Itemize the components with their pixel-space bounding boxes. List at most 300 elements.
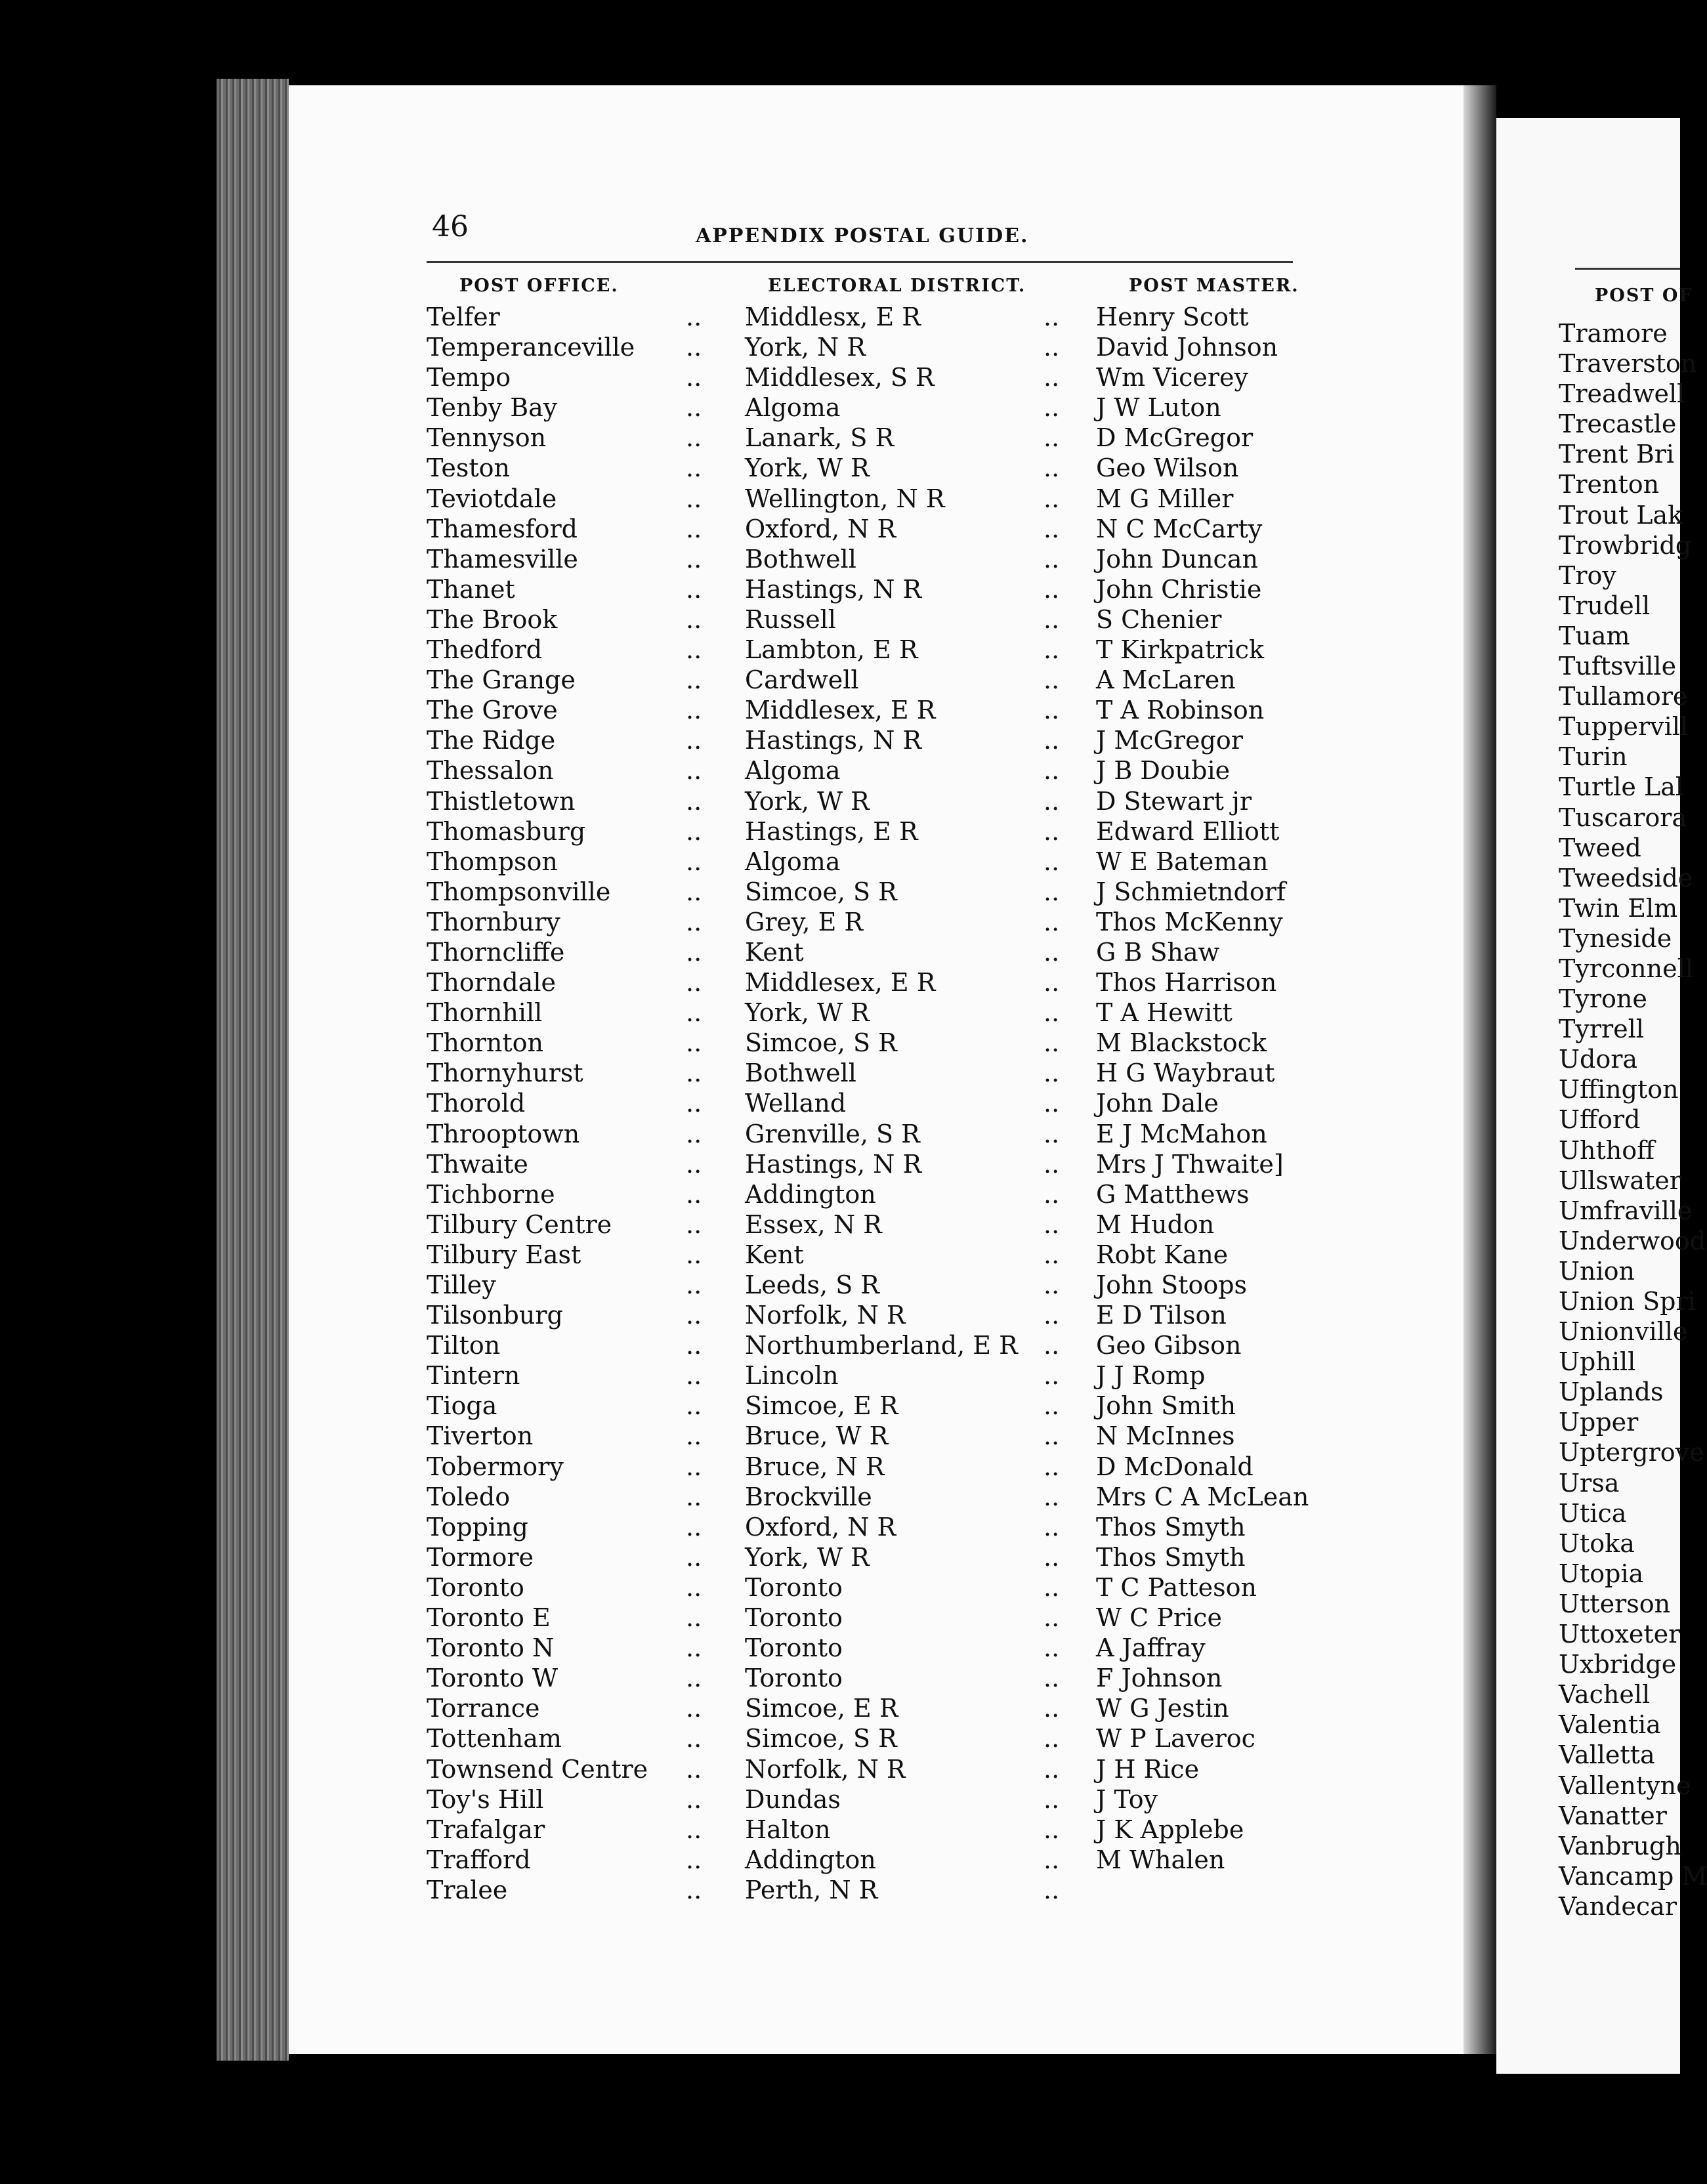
right-post-office-name: Vanatter xyxy=(1559,1801,1667,1830)
list-item xyxy=(289,544,1464,574)
right-post-office-name: Ursa xyxy=(1559,1468,1620,1498)
right-post-office-name: Utopia xyxy=(1559,1559,1644,1588)
post-office-name: Tempo xyxy=(427,363,511,392)
post-office-name: Toronto N xyxy=(427,1633,555,1663)
list-item xyxy=(289,1723,1464,1754)
post-office-name: Tilsonburg xyxy=(427,1301,563,1330)
right-post-office-name: Valentia xyxy=(1559,1710,1661,1740)
leader-dots: .. xyxy=(1043,1149,1060,1179)
post-office-name: Telfer xyxy=(427,303,500,331)
post-master-name: John Duncan xyxy=(1096,544,1258,574)
leader-dots: .. xyxy=(686,363,702,392)
post-office-name: Teviotdale xyxy=(427,484,557,513)
post-office-name: Thornyhurst xyxy=(427,1059,583,1088)
leader-dots: .. xyxy=(686,1724,702,1754)
list-item xyxy=(289,847,1464,877)
right-post-office-name: Vachell xyxy=(1559,1680,1651,1710)
electoral-district: Kent xyxy=(745,1240,804,1269)
list-item xyxy=(289,786,1464,816)
list-item xyxy=(289,998,1464,1028)
list-item xyxy=(289,1875,1464,1905)
right-post-office-name: Uplands xyxy=(1559,1377,1664,1407)
post-office-name: Tormore xyxy=(427,1542,534,1572)
leader-dots: .. xyxy=(686,1664,702,1693)
list-item xyxy=(289,1149,1464,1179)
leader-dots: .. xyxy=(686,1603,702,1633)
post-office-name: Thessalon xyxy=(427,756,554,786)
post-office-name: Toledo xyxy=(427,1482,511,1511)
post-master-name: David Johnson xyxy=(1096,333,1278,362)
leader-dots: .. xyxy=(686,1270,702,1299)
book-page-edge xyxy=(217,79,289,2061)
leader-dots: .. xyxy=(686,1301,702,1330)
post-office-name: The Ridge xyxy=(427,726,556,755)
electoral-district: Brockville xyxy=(745,1482,872,1511)
leader-dots: .. xyxy=(1043,1694,1060,1723)
leader-dots: .. xyxy=(1043,1542,1060,1572)
electoral-district-header: ELECTORAL DISTRICT. xyxy=(768,276,1026,296)
leader-dots: .. xyxy=(1043,1028,1060,1058)
right-post-office-name: Traverston xyxy=(1559,349,1697,379)
list-item xyxy=(289,604,1464,635)
leader-dots: .. xyxy=(686,484,702,513)
electoral-district: Toronto xyxy=(745,1633,843,1663)
post-master-name: Thos Smyth xyxy=(1096,1512,1246,1542)
list-item xyxy=(289,967,1464,998)
leader-dots: .. xyxy=(1043,1331,1060,1360)
post-office-name: Toronto W xyxy=(427,1664,558,1693)
right-post-office-name: Trecastle xyxy=(1559,410,1677,439)
leader-dots: .. xyxy=(1043,1512,1060,1542)
electoral-district: Grenville, S R xyxy=(745,1119,920,1148)
right-post-office-name: Troy xyxy=(1559,560,1616,590)
leader-dots: .. xyxy=(1043,877,1060,906)
list-item xyxy=(289,1240,1464,1270)
leader-dots: .. xyxy=(1043,604,1060,634)
list-item xyxy=(289,695,1464,725)
right-post-office-name: Uttoxeter xyxy=(1559,1620,1681,1649)
post-master-name: Geo Gibson xyxy=(1096,1331,1242,1360)
post-master-name: J Schmietndorf xyxy=(1096,877,1286,906)
post-master-name: M G Miller xyxy=(1096,484,1234,513)
electoral-district: Norfolk, N R xyxy=(745,1754,906,1784)
leader-dots: .. xyxy=(686,1784,702,1814)
leader-dots: .. xyxy=(1043,514,1060,543)
leader-dots: .. xyxy=(1043,363,1060,392)
electoral-district: Oxford, N R xyxy=(745,514,896,543)
leader-dots: .. xyxy=(686,423,702,453)
post-master-name: T A Hewitt xyxy=(1096,998,1233,1028)
leader-dots: .. xyxy=(686,696,702,725)
right-post-office-name: Valletta xyxy=(1559,1740,1655,1770)
leader-dots: .. xyxy=(686,1179,702,1209)
leader-dots: .. xyxy=(686,937,702,967)
leader-dots: .. xyxy=(1043,1875,1060,1904)
post-office-name: Tennyson xyxy=(427,423,547,453)
list-item xyxy=(289,1058,1464,1088)
list-item xyxy=(289,1119,1464,1149)
list-item xyxy=(289,1663,1464,1693)
leader-dots: .. xyxy=(1043,1179,1060,1209)
right-post-office-name: Tuppervill xyxy=(1559,712,1689,742)
leader-dots: .. xyxy=(1043,1421,1060,1451)
electoral-district: Kent xyxy=(745,937,804,967)
leader-dots: .. xyxy=(686,1452,702,1481)
post-master-name: G B Shaw xyxy=(1096,937,1220,967)
post-master-name: S Chenier xyxy=(1096,604,1222,634)
list-item xyxy=(289,1270,1464,1300)
list-item xyxy=(289,1784,1464,1815)
right-post-office-name: Uffington xyxy=(1559,1075,1679,1104)
post-office-name: Torrance xyxy=(427,1694,540,1723)
post-master-name: John Christie xyxy=(1096,574,1262,604)
list-item xyxy=(289,907,1464,937)
right-post-office-name: Union xyxy=(1559,1256,1635,1286)
leader-dots: .. xyxy=(1043,1754,1060,1784)
right-post-office-name: Tyrone xyxy=(1559,984,1647,1014)
post-office-name: Thwaite xyxy=(427,1149,528,1179)
leader-dots: .. xyxy=(1043,1209,1060,1239)
post-master-name: N McInnes xyxy=(1096,1421,1235,1451)
post-master-name: John Dale xyxy=(1096,1089,1219,1118)
electoral-district: Bruce, W R xyxy=(745,1421,889,1451)
leader-dots: .. xyxy=(686,574,702,604)
post-master-name: J H Rice xyxy=(1096,1754,1200,1784)
right-post-office-name: Tuam xyxy=(1559,621,1630,650)
leader-dots: .. xyxy=(1043,453,1060,483)
leader-dots: .. xyxy=(1043,1270,1060,1299)
post-office-name: Tralee xyxy=(427,1875,508,1904)
post-master-header: POST MASTER. xyxy=(1129,276,1299,296)
running-head: APPENDIX POSTAL GUIDE. xyxy=(696,224,1029,247)
leader-dots: .. xyxy=(1043,968,1060,998)
electoral-district: Middlesex, E R xyxy=(745,968,936,998)
post-office-name: Thompsonville xyxy=(427,877,611,906)
list-item xyxy=(289,1482,1464,1512)
leader-dots: .. xyxy=(686,968,702,998)
leader-dots: .. xyxy=(1043,423,1060,453)
electoral-district: Leeds, S R xyxy=(745,1270,879,1299)
list-item xyxy=(289,1421,1464,1451)
electoral-district: Grey, E R xyxy=(745,907,864,936)
post-master-name: Thos Smyth xyxy=(1096,1542,1246,1572)
post-office-name: Thanet xyxy=(427,574,515,604)
right-post-office-name: Underwood xyxy=(1559,1226,1706,1255)
post-office-name: Thorndale xyxy=(427,968,556,998)
list-item xyxy=(289,725,1464,755)
post-master-name: F Johnson xyxy=(1096,1664,1223,1693)
leader-dots: .. xyxy=(686,1421,702,1451)
leader-dots: .. xyxy=(686,1694,702,1723)
leader-dots: .. xyxy=(1043,937,1060,967)
list-item xyxy=(289,453,1464,483)
leader-dots: .. xyxy=(686,635,702,665)
post-office-name: Tioga xyxy=(427,1391,497,1421)
right-post-office-name: Tyrconnell xyxy=(1559,954,1693,983)
leader-dots: .. xyxy=(1043,1815,1060,1844)
electoral-district: Wellington, N R xyxy=(745,484,945,513)
electoral-district: Dundas xyxy=(745,1784,841,1814)
right-post-office-name: Utterson xyxy=(1559,1589,1671,1618)
right-post-office-name: Trenton xyxy=(1559,470,1660,499)
post-office-name: Thomasburg xyxy=(427,816,586,846)
post-master-name: A Jaffray xyxy=(1096,1633,1206,1663)
electoral-district: Middlesx, E R xyxy=(745,303,921,331)
electoral-district: Simcoe, S R xyxy=(745,877,897,906)
post-office-name: Throoptown xyxy=(427,1119,580,1148)
list-item xyxy=(289,1452,1464,1482)
right-post-office-name: Upper xyxy=(1559,1408,1639,1437)
post-master-name: J Toy xyxy=(1096,1784,1158,1814)
right-post-office-name: Tramore xyxy=(1559,319,1668,348)
electoral-district: York, W R xyxy=(745,453,870,483)
post-master-name: J K Applebe xyxy=(1096,1815,1244,1844)
electoral-district: York, W R xyxy=(745,998,870,1028)
right-post-office-name: Vancamp M xyxy=(1559,1861,1707,1891)
list-item xyxy=(289,1028,1464,1058)
right-post-office-name: Udora xyxy=(1559,1045,1638,1074)
post-master-name: J B Doubie xyxy=(1096,756,1231,786)
post-office-name: Tiverton xyxy=(427,1421,534,1451)
right-post-office-name: Uxbridge xyxy=(1559,1650,1677,1679)
post-master-name: J J Romp xyxy=(1096,1361,1206,1391)
post-master-name: Henry Scott xyxy=(1096,303,1249,331)
leader-dots: .. xyxy=(1043,1391,1060,1421)
post-master-name: A McLaren xyxy=(1096,665,1236,695)
leader-dots: .. xyxy=(1043,1603,1060,1633)
leader-dots: .. xyxy=(686,1512,702,1542)
post-master-name: Thos Harrison xyxy=(1096,968,1277,998)
leader-dots: .. xyxy=(1043,1482,1060,1511)
leader-dots: .. xyxy=(1043,907,1060,936)
electoral-district: Essex, N R xyxy=(745,1209,882,1239)
leader-dots: .. xyxy=(686,1815,702,1844)
leader-dots: .. xyxy=(1043,333,1060,362)
leader-dots: .. xyxy=(686,1633,702,1663)
right-post-office-name: Tuftsville xyxy=(1559,652,1677,681)
post-office-header: POST OFFICE. xyxy=(459,276,619,296)
post-master-name: J W Luton xyxy=(1096,393,1221,423)
electoral-district: Lanark, S R xyxy=(745,423,895,453)
electoral-district: Addington xyxy=(745,1845,876,1874)
post-office-name: Toronto E xyxy=(427,1603,551,1633)
right-post-office-name: Tweedside xyxy=(1559,863,1693,892)
leader-dots: .. xyxy=(686,1089,702,1118)
list-item xyxy=(289,1815,1464,1845)
electoral-district: Simcoe, S R xyxy=(745,1028,897,1058)
post-master-name: N C McCarty xyxy=(1096,514,1263,543)
leader-dots: .. xyxy=(686,303,702,331)
post-master-name: E J McMahon xyxy=(1096,1119,1267,1148)
leader-dots: .. xyxy=(1043,786,1060,816)
post-master-name: J McGregor xyxy=(1096,726,1243,755)
list-item xyxy=(289,1209,1464,1240)
electoral-district: Simcoe, S R xyxy=(745,1724,897,1754)
right-post-office-name: Uptergrove xyxy=(1559,1438,1704,1467)
post-master-name: W E Bateman xyxy=(1096,847,1269,876)
electoral-district: Algoma xyxy=(745,393,841,423)
right-post-office-name: Tyneside xyxy=(1559,923,1672,953)
post-office-name: Tenby Bay xyxy=(427,393,558,423)
post-office-name: Temperanceville xyxy=(427,333,635,362)
electoral-district: Addington xyxy=(745,1179,876,1209)
leader-dots: .. xyxy=(1043,1301,1060,1330)
post-master-name: M Hudon xyxy=(1096,1209,1215,1239)
electoral-district: Lambton, E R xyxy=(745,635,918,665)
leader-dots: .. xyxy=(686,1482,702,1511)
post-office-list xyxy=(289,302,1464,1905)
right-post-office-name: Tyrrell xyxy=(1559,1015,1644,1044)
leader-dots: .. xyxy=(686,1119,702,1148)
electoral-district: Hastings, N R xyxy=(745,1149,922,1179)
post-master-name: D McDonald xyxy=(1096,1452,1254,1481)
right-header-rule xyxy=(1575,268,1680,270)
post-office-name: Thamesville xyxy=(427,544,578,574)
leader-dots: .. xyxy=(686,1209,702,1239)
right-post-office-name: Trent Bri xyxy=(1559,440,1675,469)
right-post-office-name: Unionville xyxy=(1559,1317,1688,1347)
leader-dots: .. xyxy=(1043,1361,1060,1391)
electoral-district: Welland xyxy=(745,1089,847,1118)
leader-dots: .. xyxy=(1043,303,1060,331)
post-office-name: Thorold xyxy=(427,1089,526,1118)
electoral-district: Simcoe, E R xyxy=(745,1694,898,1723)
post-master-name: T C Patteson xyxy=(1096,1572,1257,1602)
post-master-name: W C Price xyxy=(1096,1603,1222,1633)
leader-dots: .. xyxy=(686,1331,702,1360)
post-office-name: Teston xyxy=(427,453,511,483)
leader-dots: .. xyxy=(686,1361,702,1391)
post-office-name: Trafford xyxy=(427,1845,531,1874)
leader-dots: .. xyxy=(1043,1784,1060,1814)
post-office-name: Tilley xyxy=(427,1270,496,1299)
right-post-office-name: Trudell xyxy=(1559,591,1651,620)
leader-dots: .. xyxy=(686,756,702,786)
post-master-name: M Whalen xyxy=(1096,1845,1225,1874)
leader-dots: .. xyxy=(1043,1089,1060,1118)
list-item xyxy=(289,1542,1464,1572)
electoral-district: Cardwell xyxy=(745,665,859,695)
list-item xyxy=(289,574,1464,604)
electoral-district: Algoma xyxy=(745,756,841,786)
leader-dots: .. xyxy=(1043,1664,1060,1693)
leader-dots: .. xyxy=(1043,1119,1060,1148)
right-post-office-name: Trout Lak xyxy=(1559,500,1683,530)
list-item xyxy=(289,937,1464,967)
right-post-office-name: Uhthoff xyxy=(1559,1135,1655,1165)
leader-dots: .. xyxy=(686,665,702,695)
electoral-district: Toronto xyxy=(745,1664,843,1693)
post-master-name: Geo Wilson xyxy=(1096,453,1239,483)
list-item xyxy=(289,1754,1464,1784)
leader-dots: .. xyxy=(1043,1452,1060,1481)
post-master-name: Edward Elliott xyxy=(1096,816,1280,846)
leader-dots: .. xyxy=(686,1028,702,1058)
post-office-name: The Grove xyxy=(427,696,558,725)
list-item xyxy=(289,877,1464,907)
leader-dots: .. xyxy=(1043,847,1060,876)
electoral-district: Bruce, N R xyxy=(745,1452,885,1481)
post-master-name: Thos McKenny xyxy=(1096,907,1283,936)
leader-dots: .. xyxy=(686,1240,702,1269)
leader-dots: .. xyxy=(1043,544,1060,574)
electoral-district: Simcoe, E R xyxy=(745,1391,898,1421)
list-item xyxy=(289,332,1464,362)
leader-dots: .. xyxy=(1043,393,1060,423)
post-office-name: Thornton xyxy=(427,1028,543,1058)
leader-dots: .. xyxy=(1043,1845,1060,1874)
post-master-name: Mrs J Thwaite] xyxy=(1096,1149,1284,1179)
electoral-district: Middlesex, S R xyxy=(745,363,935,392)
post-master-name: Mrs C A McLean xyxy=(1096,1482,1309,1511)
electoral-district: Norfolk, N R xyxy=(745,1301,906,1330)
post-office-name: Thorncliffe xyxy=(427,937,565,967)
leader-dots: .. xyxy=(686,604,702,634)
right-post-office-name: Vandecar xyxy=(1559,1891,1677,1921)
list-item xyxy=(289,665,1464,695)
list-item xyxy=(289,1300,1464,1330)
right-post-office-name: Turin xyxy=(1559,742,1628,772)
post-office-name: Tintern xyxy=(427,1361,520,1391)
post-office-name: Thistletown xyxy=(427,786,576,816)
electoral-district: Algoma xyxy=(745,847,841,876)
post-office-name: Thornbury xyxy=(427,907,560,936)
post-office-name: Thompson xyxy=(427,847,558,876)
right-post-office-name: Uphill xyxy=(1559,1347,1636,1377)
electoral-district: Bothwell xyxy=(745,544,856,574)
right-post-office-name: Trowbridg xyxy=(1559,530,1692,560)
leader-dots: .. xyxy=(686,1149,702,1179)
leader-dots: .. xyxy=(1043,1059,1060,1088)
electoral-district: York, W R xyxy=(745,1542,870,1572)
post-office-name: Topping xyxy=(427,1512,528,1542)
list-item xyxy=(289,1633,1464,1663)
right-post-office-name: Umfraville xyxy=(1559,1196,1693,1225)
post-master-name: W P Laveroc xyxy=(1096,1724,1255,1754)
right-post-office-name: Vanbrugh xyxy=(1559,1831,1681,1860)
electoral-district: Northumberland, E R xyxy=(745,1331,1018,1360)
leader-dots: .. xyxy=(1043,1572,1060,1602)
leader-dots: .. xyxy=(1043,1240,1060,1269)
post-office-name: Tottenham xyxy=(427,1724,562,1754)
post-master-name: E D Tilson xyxy=(1096,1301,1227,1330)
post-office-name: Tilbury Centre xyxy=(427,1209,612,1239)
leader-dots: .. xyxy=(686,877,702,906)
page-gutter xyxy=(1464,85,1496,2054)
leader-dots: .. xyxy=(686,1391,702,1421)
right-post-office-name: Tullamore xyxy=(1559,682,1688,711)
leader-dots: .. xyxy=(1043,484,1060,513)
electoral-district: Lincoln xyxy=(745,1361,839,1391)
leader-dots: .. xyxy=(686,514,702,543)
post-office-name: Toy's Hill xyxy=(427,1784,544,1814)
post-office-name: Tilton xyxy=(427,1331,501,1360)
right-post-office-header: POST OF xyxy=(1595,285,1693,306)
post-office-name: Tichborne xyxy=(427,1179,555,1209)
electoral-district: Hastings, N R xyxy=(745,574,922,604)
list-item xyxy=(289,1179,1464,1209)
list-item xyxy=(289,1391,1464,1421)
leader-dots: .. xyxy=(1043,998,1060,1028)
page-number: 46 xyxy=(432,210,469,243)
leader-dots: .. xyxy=(1043,756,1060,786)
leader-dots: .. xyxy=(1043,696,1060,725)
leader-dots: .. xyxy=(686,544,702,574)
post-office-name: Thedford xyxy=(427,635,543,665)
header-rule xyxy=(427,261,1293,263)
list-item xyxy=(289,392,1464,423)
post-master-name: G Matthews xyxy=(1096,1179,1250,1209)
